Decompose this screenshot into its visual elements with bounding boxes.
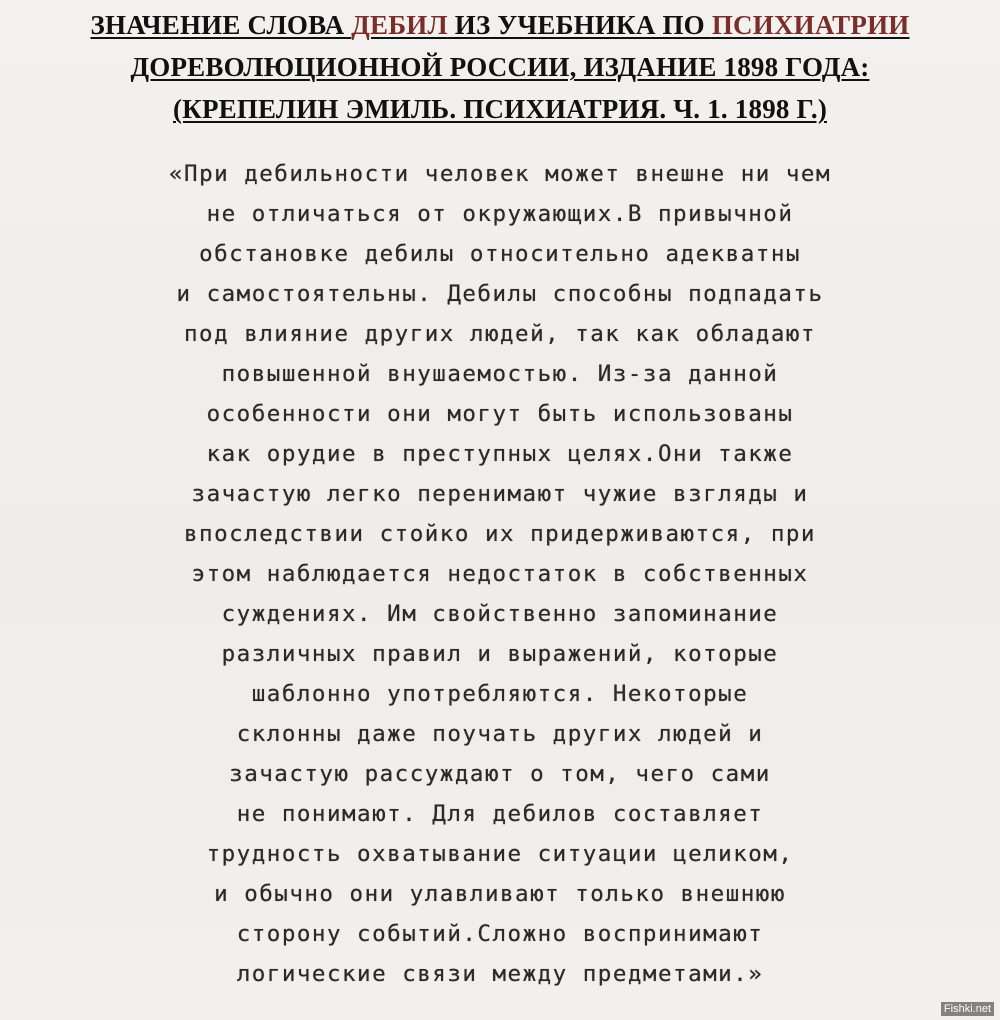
quote-line: этом наблюдается недостаток в собственных: [191, 561, 809, 587]
watermark: Fishki.net: [941, 1002, 994, 1016]
title-text-2: ИЗ УЧЕБНИКА ПО: [447, 10, 712, 40]
quote-line: склонны даже поучать других людей и: [236, 721, 764, 747]
quote-line: повышенной внушаемостью. Из-за данной: [221, 361, 779, 387]
title-text-1: ЗНАЧЕНИЕ СЛОВА: [90, 10, 352, 40]
quote-line: «При дебильности человек может внешне ни чем: [168, 161, 832, 187]
quote-line: логические связи между предметами.»: [236, 961, 764, 987]
quote-line: впоследствии стойко их придерживаются, при: [184, 521, 816, 547]
quote-line: и обычно они улавливают только внешнюю: [214, 881, 786, 907]
title-line-3: [0, 88, 1000, 130]
quote-line: не понимают. Для дебилов составляет: [236, 801, 764, 827]
quote-line: особенности они могут быть использованы: [206, 401, 794, 427]
quote-line: различных правил и выражений, которые: [221, 641, 779, 667]
quote-line: суждениях. Им свойственно запоминание: [221, 601, 779, 627]
quote-line: сторону событий.Сложно воспринимают: [236, 921, 764, 947]
quote-line: шаблонно употребляются. Некоторые: [251, 681, 749, 707]
title-highlight-word-2: ПСИХИАТРИИ: [711, 10, 910, 40]
quote-line: не отличаться от окружающих.В привычной: [206, 201, 794, 227]
title-line-2: [0, 46, 1000, 88]
quote-line: как орудие в преступных целях.Они также: [206, 441, 794, 467]
title-line-1: [0, 4, 1000, 46]
quote-line: под влияние других людей, так как обладают: [184, 321, 816, 347]
title-highlight-word-1: ДЕБИЛ: [351, 10, 448, 40]
title-line-2-text: ДОРЕВОЛЮЦИОННОЙ РОССИИ, ИЗДАНИЕ 1898 ГОДА:: [130, 52, 870, 82]
quote-line: зачастую рассуждают о том, чего сами: [229, 761, 771, 787]
page-title: [0, 4, 1000, 130]
quote-text: [30, 154, 970, 994]
title-line-3-text: (КРЕПЕЛИН ЭМИЛЬ. ПСИХИАТРИЯ. Ч. 1. 1898 Г.): [172, 94, 828, 124]
quote-line: и самостоятельны. Дебилы способны подпадать: [176, 281, 824, 307]
quote-line: зачастую легко перенимают чужие взгляды и: [191, 481, 809, 507]
quote-line: обстановке дебилы относительно адекватны: [199, 241, 801, 267]
quote-line: трудность охватывание ситуации целиком,: [206, 841, 794, 867]
